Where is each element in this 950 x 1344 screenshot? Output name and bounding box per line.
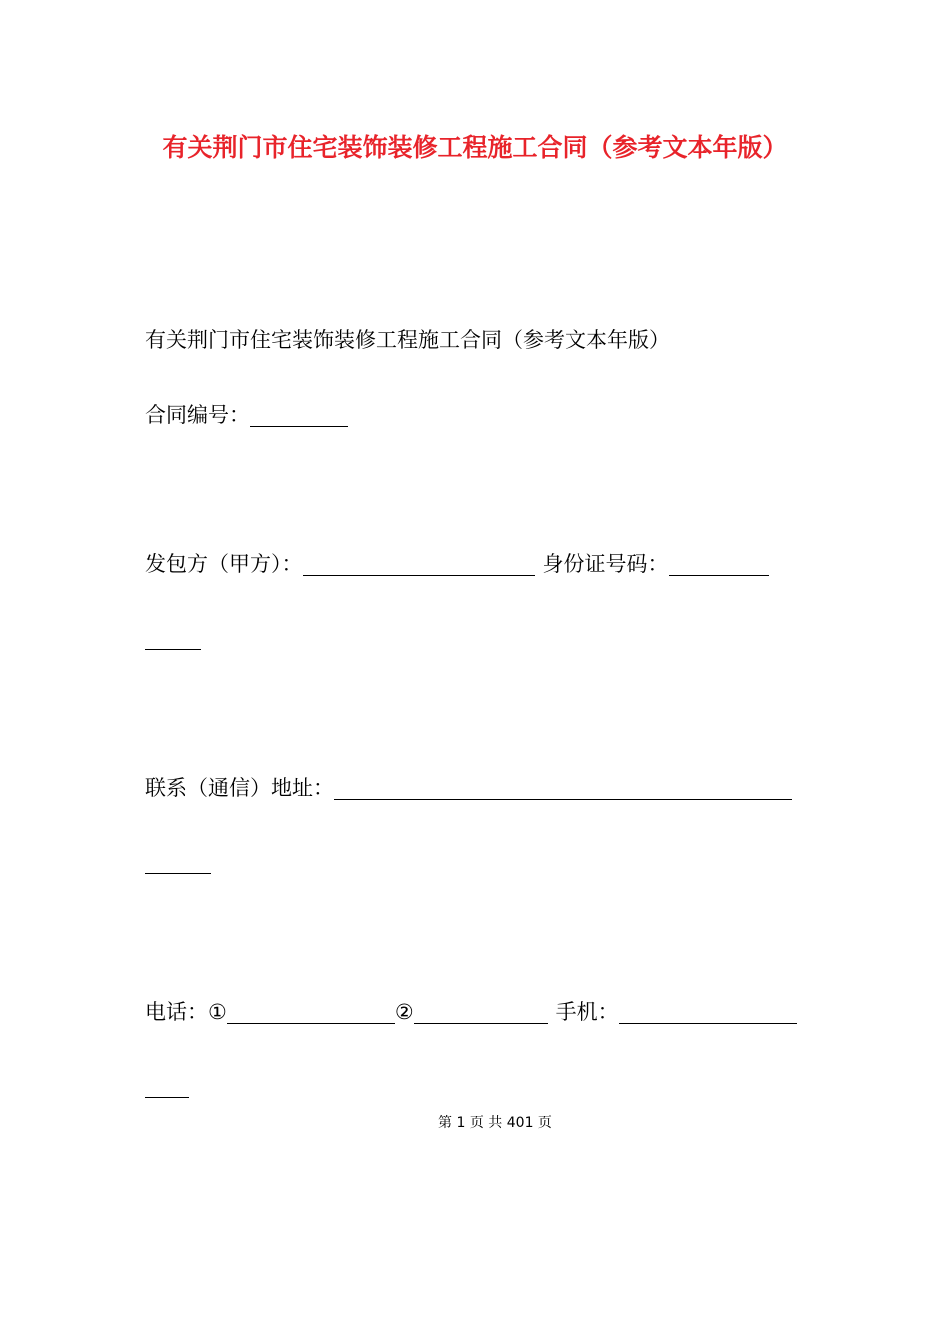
id-number-blank-continued: [145, 627, 201, 650]
address-blank: [334, 777, 792, 800]
subtitle-line: [145, 325, 670, 355]
document-title: 有关荆门市住宅装饰装修工程施工合同（参考文本年版）: [162, 133, 788, 162]
contract-number-line: [145, 400, 348, 430]
mobile-blank-continued: [145, 1075, 189, 1098]
address-label: 联系（通信）地址：: [145, 776, 334, 800]
page-footer: 第 1 页 共 401 页: [438, 1115, 552, 1131]
phone-one-blank: [227, 1001, 395, 1024]
phone-two-blank: [414, 1001, 548, 1024]
party-a-line: [145, 549, 769, 579]
document-subtitle: 有关荆门市住宅装饰装修工程施工合同（参考文本年版）: [145, 328, 670, 352]
mobile-label: 手机：: [555, 1000, 619, 1024]
contract-number-label: 合同编号：: [145, 403, 250, 427]
phone-second-marker: ②: [394, 1000, 414, 1024]
phone-label: 电话：①: [145, 1000, 227, 1024]
phone-line: [145, 997, 797, 1027]
id-number-blank: [669, 553, 769, 576]
id-number-label: 身份证号码：: [542, 552, 669, 576]
mobile-blank: [619, 1001, 797, 1024]
id-number-continuation-line: [145, 627, 201, 653]
address-continuation-line: [145, 851, 211, 877]
address-line: [145, 773, 792, 803]
party-a-label: 发包方（甲方）：: [145, 552, 303, 576]
contract-number-blank: [250, 404, 348, 427]
mobile-continuation-line: [145, 1075, 189, 1101]
party-a-blank: [303, 553, 535, 576]
address-blank-continued: [145, 851, 211, 874]
